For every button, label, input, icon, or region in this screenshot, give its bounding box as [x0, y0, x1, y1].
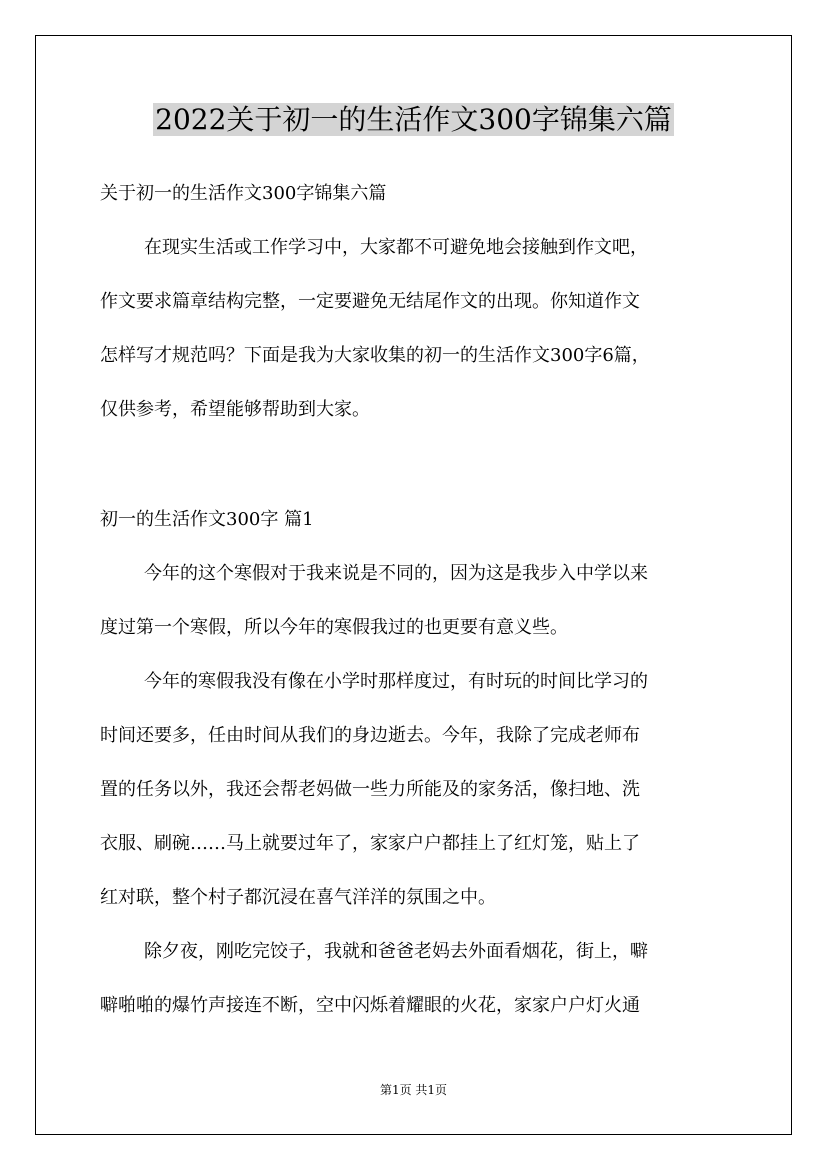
document-title — [0, 98, 827, 142]
body-line-3: 今年的寒假我没有像在小学时那样度过，有时玩的时间比学习的 — [144, 671, 648, 692]
intro-line-4: 仅供参考，希望能够帮助到大家。 — [100, 399, 370, 420]
intro-line-2: 作文要求篇章结构完整，一定要避免无结尾作文的出现。你知道作文 — [100, 291, 640, 312]
body-line-8: 除夕夜，刚吃完饺子，我就和爸爸老妈去外面看烟花，街上，噼 — [144, 941, 648, 962]
body-line-5: 置的任务以外，我还会帮老妈做一些力所能及的家务活，像扫地、洗 — [100, 779, 640, 800]
body-line-6: 衣服、刷碗……马上就要过年了，家家户户都挂上了红灯笼，贴上了 — [100, 833, 640, 854]
section-heading: 初一的生活作文300字 篇1 — [100, 509, 314, 530]
intro-line-3: 怎样写才规范吗？下面是我为大家收集的初一的生活作文300字6篇， — [100, 345, 650, 366]
body-line-1: 今年的这个寒假对于我来说是不同的，因为这是我步入中学以来 — [144, 563, 648, 584]
body-line-4: 时间还要多，任由时间从我们的身边逝去。今年，我除了完成老师布 — [100, 725, 640, 746]
document-subtitle: 关于初一的生活作文300字锦集六篇 — [100, 183, 387, 204]
page-footer: 第1页 共1页 — [379, 1083, 448, 1097]
body-line-7: 红对联，整个村子都沉浸在喜气洋洋的氛围之中。 — [100, 887, 496, 908]
intro-line-1: 在现实生活或工作学习中，大家都不可避免地会接触到作文吧， — [144, 237, 648, 258]
body-line-9: 噼啪啪的爆竹声接连不断，空中闪烁着耀眼的火花，家家户户灯火通 — [100, 995, 640, 1016]
body-line-2: 度过第一个寒假，所以今年的寒假我过的也更要有意义些。 — [100, 617, 568, 638]
document-title-text: 2022关于初一的生活作文300字锦集六篇 — [155, 103, 672, 136]
